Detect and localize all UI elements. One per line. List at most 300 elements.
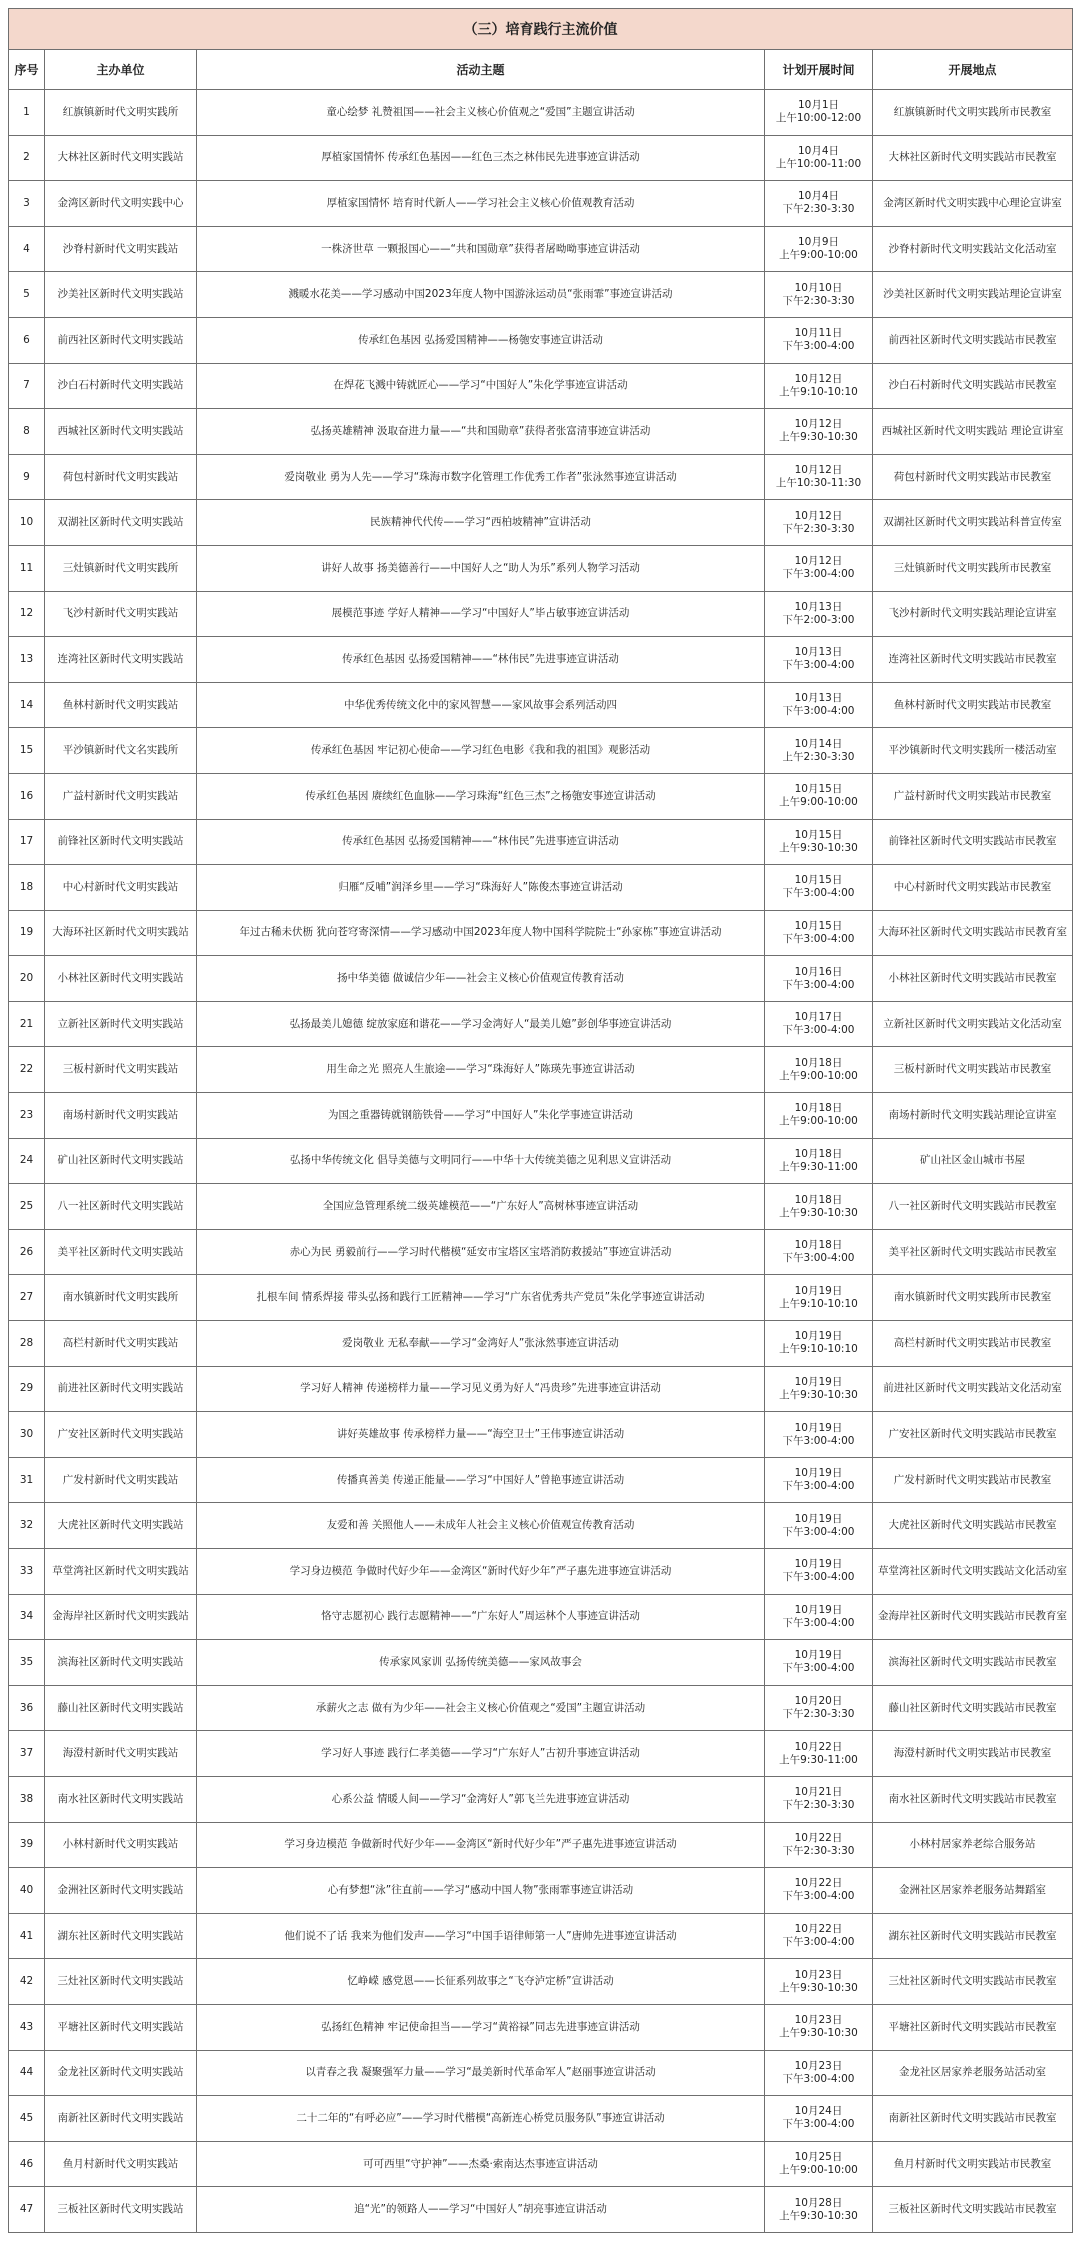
planned-hours: 下午3:00-4:00	[782, 887, 855, 900]
venue: 沙白石村新时代文明实践站市民教室	[873, 363, 1073, 409]
planned-date: 10月18日	[794, 1193, 843, 1206]
planned-hours: 上午9:30-10:30	[779, 431, 858, 444]
row-number: 42	[9, 1959, 45, 2005]
activity-topic: 传承红色基因 牢记初心使命——学习红色电影《我和我的祖国》观影活动	[197, 728, 765, 774]
planned-hours: 上午9:30-10:30	[779, 1981, 858, 1994]
host-unit: 鱼林村新时代文明实践站	[45, 682, 197, 728]
host-unit: 三灶镇新时代文明实践所	[45, 545, 197, 591]
host-unit: 藤山社区新时代文明实践站	[45, 1685, 197, 1731]
venue: 广安社区新时代文明实践站市民教室	[873, 1412, 1073, 1458]
planned-time	[765, 728, 873, 774]
table-row	[9, 1457, 1073, 1503]
row-number: 9	[9, 454, 45, 500]
row-number: 45	[9, 2096, 45, 2142]
planned-date: 10月12日	[794, 372, 843, 385]
planned-hours: 下午3:00-4:00	[782, 1662, 855, 1675]
table-row	[9, 363, 1073, 409]
planned-time	[765, 1366, 873, 1412]
host-unit: 荷包村新时代文明实践站	[45, 454, 197, 500]
table-row	[9, 226, 1073, 272]
activity-table	[8, 8, 1073, 2233]
table-row	[9, 1776, 1073, 1822]
planned-hours: 下午3:00-4:00	[782, 1890, 855, 1903]
planned-hours: 上午9:30-11:00	[779, 1753, 858, 1766]
venue: 矿山社区金山城市书屋	[873, 1138, 1073, 1184]
host-unit: 前进社区新时代文明实践站	[45, 1366, 197, 1412]
host-unit: 三灶社区新时代文明实践站	[45, 1959, 197, 2005]
row-number: 20	[9, 956, 45, 1002]
venue: 沙美社区新时代文明实践站理论宣讲室	[873, 272, 1073, 318]
venue: 荷包村新时代文明实践站市民教室	[873, 454, 1073, 500]
venue: 中心村新时代文明实践站市民教室	[873, 865, 1073, 911]
venue: 鱼月村新时代文明实践站市民教室	[873, 2141, 1073, 2187]
host-unit: 南场村新时代文明实践站	[45, 1093, 197, 1139]
planned-date: 10月12日	[794, 418, 843, 431]
venue: 前西社区新时代文明实践站市民教室	[873, 317, 1073, 363]
host-unit: 金洲社区新时代文明实践站	[45, 1868, 197, 1914]
venue: 滨海社区新时代文明实践站市民教室	[873, 1640, 1073, 1686]
planned-time	[765, 1640, 873, 1686]
host-unit: 广益村新时代文明实践站	[45, 773, 197, 819]
venue: 双湖社区新时代文明实践站科普宣传室	[873, 500, 1073, 546]
planned-hours: 下午3:00-4:00	[782, 1024, 855, 1037]
venue: 三板社区新时代文明实践站市民教室	[873, 2187, 1073, 2233]
planned-date: 10月17日	[794, 1011, 843, 1024]
planned-hours: 上午10:00-11:00	[775, 157, 862, 170]
venue: 平塘社区新时代文明实践站市民教室	[873, 2004, 1073, 2050]
planned-time	[765, 1822, 873, 1868]
planned-time	[765, 637, 873, 683]
activity-topic: 弘扬中华传统文化 倡导美德与文明同行——中华十大传统美德之见利思义宣讲活动	[197, 1138, 765, 1184]
row-number: 34	[9, 1594, 45, 1640]
planned-hours: 上午9:10-10:10	[779, 1297, 858, 1310]
host-unit: 沙美社区新时代文明实践站	[45, 272, 197, 318]
row-number: 15	[9, 728, 45, 774]
row-number: 21	[9, 1001, 45, 1047]
planned-date: 10月23日	[794, 2014, 843, 2027]
planned-time	[765, 956, 873, 1002]
planned-hours: 上午9:30-10:30	[779, 2209, 858, 2222]
row-number: 6	[9, 317, 45, 363]
table-title: （三）培育践行主流价值	[9, 9, 1073, 50]
table-row	[9, 317, 1073, 363]
row-number: 10	[9, 500, 45, 546]
planned-date: 10月13日	[794, 646, 843, 659]
table-row	[9, 1822, 1073, 1868]
host-unit: 三板村新时代文明实践站	[45, 1047, 197, 1093]
table-row	[9, 865, 1073, 911]
row-number: 35	[9, 1640, 45, 1686]
table-row	[9, 1640, 1073, 1686]
header-org: 主办单位	[45, 50, 197, 90]
row-number: 31	[9, 1457, 45, 1503]
planned-time	[765, 226, 873, 272]
host-unit: 飞沙村新时代文明实践站	[45, 591, 197, 637]
venue: 金海岸社区新时代文明实践站市民教育室	[873, 1594, 1073, 1640]
venue: 海澄村新时代文明实践站市民教室	[873, 1731, 1073, 1777]
planned-hours: 上午10:30-11:30	[775, 477, 862, 490]
planned-date: 10月19日	[794, 1649, 843, 1662]
venue: 前锋社区新时代文明实践站市民教室	[873, 819, 1073, 865]
host-unit: 湖东社区新时代文明实践站	[45, 1913, 197, 1959]
activity-topic: 厚植家国情怀 传承红色基因——红色三杰之林伟民先进事迹宣讲活动	[197, 135, 765, 181]
table-row	[9, 1275, 1073, 1321]
activity-topic: 学习好人精神 传递榜样力量——学习见义勇为好人“冯贵珍”先进事迹宣讲活动	[197, 1366, 765, 1412]
activity-topic: 爱岗敬业 勇为人先——学习“珠海市数字化管理工作优秀工作者”张泳然事迹宣讲活动	[197, 454, 765, 500]
planned-time	[765, 865, 873, 911]
venue: 平沙镇新时代文明实践所一楼活动室	[873, 728, 1073, 774]
planned-date: 10月15日	[794, 828, 843, 841]
planned-time	[765, 1001, 873, 1047]
host-unit: 海澄村新时代文明实践站	[45, 1731, 197, 1777]
planned-date: 10月13日	[794, 692, 843, 705]
table-row	[9, 454, 1073, 500]
host-unit: 滨海社区新时代文明实践站	[45, 1640, 197, 1686]
row-number: 12	[9, 591, 45, 637]
venue: 鱼林村新时代文明实践站市民教室	[873, 682, 1073, 728]
planned-date: 10月24日	[794, 2105, 843, 2118]
header-place: 开展地点	[873, 50, 1073, 90]
activity-topic: 学习好人事迹 践行仁孝美德——学习“广东好人”古初升事迹宣讲活动	[197, 1731, 765, 1777]
row-number: 32	[9, 1503, 45, 1549]
planned-time	[765, 1503, 873, 1549]
planned-hours: 下午2:00-3:00	[782, 613, 855, 626]
host-unit: 平沙镇新时代文名实践所	[45, 728, 197, 774]
table-row	[9, 819, 1073, 865]
planned-time	[765, 1184, 873, 1230]
host-unit: 双湖社区新时代文明实践站	[45, 500, 197, 546]
planned-time	[765, 1457, 873, 1503]
venue: 飞沙村新时代文明实践站理论宣讲室	[873, 591, 1073, 637]
planned-date: 10月4日	[797, 144, 840, 157]
venue: 三灶社区新时代文明实践站市民教室	[873, 1959, 1073, 2005]
host-unit: 金龙社区新时代文明实践站	[45, 2050, 197, 2096]
venue: 草堂湾社区新时代文明实践站文化活动室	[873, 1549, 1073, 1595]
activity-topic: 弘扬英雄精神 汲取奋进力量——“共和国勋章”获得者张富清事迹宣讲活动	[197, 409, 765, 455]
table-row	[9, 2004, 1073, 2050]
row-number: 46	[9, 2141, 45, 2187]
planned-time	[765, 2141, 873, 2187]
host-unit: 美平社区新时代文明实践站	[45, 1229, 197, 1275]
planned-time	[765, 910, 873, 956]
activity-topic: 学习身边模范 争做新时代好少年——金湾区“新时代好少年”严子惠先进事迹宣讲活动	[197, 1822, 765, 1868]
row-number: 18	[9, 865, 45, 911]
venue: 八一社区新时代文明实践站市民教室	[873, 1184, 1073, 1230]
activity-topic: 民族精神代代传——学习“西柏坡精神”宣讲活动	[197, 500, 765, 546]
planned-hours: 上午9:30-10:30	[779, 1388, 858, 1401]
planned-date: 10月9日	[797, 236, 840, 249]
row-number: 22	[9, 1047, 45, 1093]
venue: 高栏村新时代文明实践站市民教室	[873, 1321, 1073, 1367]
planned-date: 10月19日	[794, 1330, 843, 1343]
host-unit: 中心村新时代文明实践站	[45, 865, 197, 911]
planned-time	[765, 454, 873, 500]
host-unit: 金海岸社区新时代文明实践站	[45, 1594, 197, 1640]
table-row	[9, 1868, 1073, 1914]
planned-hours: 上午9:30-10:30	[779, 841, 858, 854]
planned-date: 10月20日	[794, 1695, 843, 1708]
table-row	[9, 2050, 1073, 2096]
planned-time	[765, 2096, 873, 2142]
venue: 立新社区新时代文明实践站文化活动室	[873, 1001, 1073, 1047]
planned-hours: 下午2:30-3:30	[782, 203, 855, 216]
planned-time	[765, 1229, 873, 1275]
row-number: 4	[9, 226, 45, 272]
planned-time	[765, 1412, 873, 1458]
planned-time	[765, 2050, 873, 2096]
row-number: 1	[9, 90, 45, 136]
venue: 前进社区新时代文明实践站文化活动室	[873, 1366, 1073, 1412]
activity-topic: 可可西里“守护神”——杰桑·索南达杰事迹宣讲活动	[197, 2141, 765, 2187]
venue: 广益村新时代文明实践站市民教室	[873, 773, 1073, 819]
host-unit: 西城社区新时代文明实践站	[45, 409, 197, 455]
host-unit: 三板社区新时代文明实践站	[45, 2187, 197, 2233]
table-row	[9, 1503, 1073, 1549]
table-row	[9, 1549, 1073, 1595]
planned-date: 10月19日	[794, 1421, 843, 1434]
venue: 大海环社区新时代文明实践站市民教育室	[873, 910, 1073, 956]
row-number: 24	[9, 1138, 45, 1184]
row-number: 33	[9, 1549, 45, 1595]
host-unit: 沙白石村新时代文明实践站	[45, 363, 197, 409]
row-number: 36	[9, 1685, 45, 1731]
planned-date: 10月18日	[794, 1239, 843, 1252]
host-unit: 金湾区新时代文明实践中心	[45, 181, 197, 227]
planned-time	[765, 1959, 873, 2005]
planned-date: 10月19日	[794, 1467, 843, 1480]
host-unit: 南水镇新时代文明实践所	[45, 1275, 197, 1321]
planned-hours: 下午3:00-4:00	[782, 1525, 855, 1538]
planned-hours: 上午9:10-10:10	[779, 385, 858, 398]
host-unit: 八一社区新时代文明实践站	[45, 1184, 197, 1230]
planned-date: 10月1日	[797, 99, 840, 112]
planned-hours: 上午9:00-10:00	[779, 2164, 858, 2177]
table-row	[9, 135, 1073, 181]
venue: 西城社区新时代文明实践站 理论宣讲室	[873, 409, 1073, 455]
venue: 南场村新时代文明实践站理论宣讲室	[873, 1093, 1073, 1139]
planned-date: 10月15日	[794, 919, 843, 932]
row-number: 3	[9, 181, 45, 227]
host-unit: 草堂湾社区新时代文明实践站	[45, 1549, 197, 1595]
planned-time	[765, 1776, 873, 1822]
planned-date: 10月4日	[797, 190, 840, 203]
planned-date: 10月18日	[794, 1056, 843, 1069]
activity-topic: 中华优秀传统文化中的家风智慧——家风故事会系列活动四	[197, 682, 765, 728]
row-number: 44	[9, 2050, 45, 2096]
venue: 小林村居家养老综合服务站	[873, 1822, 1073, 1868]
activity-topic: 用生命之光 照亮人生旅途——学习“珠海好人”陈瑛先事迹宣讲活动	[197, 1047, 765, 1093]
planned-time	[765, 181, 873, 227]
table-row	[9, 1001, 1073, 1047]
row-number: 25	[9, 1184, 45, 1230]
planned-time	[765, 272, 873, 318]
venue: 湖东社区新时代文明实践站市民教室	[873, 1913, 1073, 1959]
planned-date: 10月12日	[794, 555, 843, 568]
planned-date: 10月16日	[794, 965, 843, 978]
planned-date: 10月19日	[794, 1558, 843, 1571]
planned-hours: 下午3:00-4:00	[782, 932, 855, 945]
row-number: 23	[9, 1093, 45, 1139]
venue: 三灶镇新时代文明实践所市民教室	[873, 545, 1073, 591]
planned-time	[765, 1868, 873, 1914]
planned-time	[765, 409, 873, 455]
planned-date: 10月25日	[794, 2151, 843, 2164]
activity-topic: 归雁“反哺”润泽乡里——学习“珠海好人”陈俊杰事迹宣讲活动	[197, 865, 765, 911]
venue: 大虎社区新时代文明实践站市民教室	[873, 1503, 1073, 1549]
table-row	[9, 2141, 1073, 2187]
row-number: 40	[9, 1868, 45, 1914]
host-unit: 鱼月村新时代文明实践站	[45, 2141, 197, 2187]
row-number: 13	[9, 637, 45, 683]
table-row	[9, 591, 1073, 637]
activity-topic: 心系公益 情暖人间——学习“金湾好人”郭飞兰先进事迹宣讲活动	[197, 1776, 765, 1822]
planned-date: 10月22日	[794, 1740, 843, 1753]
planned-date: 10月18日	[794, 1147, 843, 1160]
host-unit: 前西社区新时代文明实践站	[45, 317, 197, 363]
planned-hours: 下午3:00-4:00	[782, 340, 855, 353]
activity-topic: 一株济世草 一颗报国心——“共和国勋章”获得者屠呦呦事迹宣讲活动	[197, 226, 765, 272]
planned-hours: 下午3:00-4:00	[782, 1434, 855, 1447]
table-row	[9, 409, 1073, 455]
activity-topic: 爱岗敬业 无私奉献——学习“金湾好人”张泳然事迹宣讲活动	[197, 1321, 765, 1367]
activity-topic: 传承红色基因 弘扬爱国精神——“林伟民”先进事迹宣讲活动	[197, 819, 765, 865]
planned-date: 10月10日	[794, 281, 843, 294]
planned-date: 10月15日	[794, 783, 843, 796]
planned-date: 10月18日	[794, 1102, 843, 1115]
venue: 广发村新时代文明实践站市民教室	[873, 1457, 1073, 1503]
venue: 大林社区新时代文明实践站市民教室	[873, 135, 1073, 181]
host-unit: 大林社区新时代文明实践站	[45, 135, 197, 181]
planned-hours: 上午9:00-10:00	[779, 796, 858, 809]
venue: 金龙社区居家养老服务站活动室	[873, 2050, 1073, 2096]
row-number: 38	[9, 1776, 45, 1822]
activity-topic: 传播真善美 传递正能量——学习“中国好人”曾艳事迹宣讲活动	[197, 1457, 765, 1503]
planned-hours: 上午9:00-10:00	[779, 1115, 858, 1128]
activity-topic: 承薪火之志 做有为少年——社会主义核心价值观之“爱国”主题宣讲活动	[197, 1685, 765, 1731]
planned-hours: 上午9:30-10:30	[779, 2027, 858, 2040]
venue: 南新社区新时代文明实践站市民教室	[873, 2096, 1073, 2142]
planned-hours: 上午9:00-10:00	[779, 1069, 858, 1082]
planned-hours: 下午2:30-3:30	[782, 294, 855, 307]
row-number: 19	[9, 910, 45, 956]
venue: 金湾区新时代文明实践中心理论宣讲室	[873, 181, 1073, 227]
planned-date: 10月19日	[794, 1603, 843, 1616]
planned-date: 10月19日	[794, 1284, 843, 1297]
planned-hours: 上午2:30-3:30	[782, 750, 855, 763]
planned-time	[765, 2004, 873, 2050]
row-number: 11	[9, 545, 45, 591]
row-number: 5	[9, 272, 45, 318]
row-number: 28	[9, 1321, 45, 1367]
row-number: 2	[9, 135, 45, 181]
planned-time	[765, 773, 873, 819]
planned-date: 10月14日	[794, 737, 843, 750]
planned-hours: 下午3:00-4:00	[782, 978, 855, 991]
planned-hours: 下午3:00-4:00	[782, 568, 855, 581]
table-row	[9, 2187, 1073, 2233]
host-unit: 大海环社区新时代文明实践站	[45, 910, 197, 956]
planned-hours: 下午2:30-3:30	[782, 522, 855, 535]
planned-date: 10月22日	[794, 1831, 843, 1844]
table-row	[9, 90, 1073, 136]
row-number: 47	[9, 2187, 45, 2233]
activity-topic: 追“光”的领路人——学习“中国好人”胡亮事迹宣讲活动	[197, 2187, 765, 2233]
planned-time	[765, 591, 873, 637]
activity-topic: 在焊花飞溅中铸就匠心——学习“中国好人”朱化学事迹宣讲活动	[197, 363, 765, 409]
row-number: 39	[9, 1822, 45, 1868]
activity-topic: 讲好人故事 扬美德善行——中国好人之“助人为乐”系列人物学习活动	[197, 545, 765, 591]
header-topic: 活动主题	[197, 50, 765, 90]
planned-hours: 上午9:30-11:00	[779, 1160, 858, 1173]
planned-hours: 下午3:00-4:00	[782, 2072, 855, 2085]
activity-topic: 以青春之我 凝聚强军力量——学习“最美新时代革命军人”赵丽事迹宣讲活动	[197, 2050, 765, 2096]
planned-hours: 上午9:00-10:00	[779, 249, 858, 262]
planned-date: 10月19日	[794, 1512, 843, 1525]
planned-time	[765, 1321, 873, 1367]
activity-topic: 传承红色基因 弘扬爱国精神——“林伟民”先进事迹宣讲活动	[197, 637, 765, 683]
venue: 南水社区新时代文明实践站市民教室	[873, 1776, 1073, 1822]
planned-hours: 下午3:00-4:00	[782, 705, 855, 718]
table-row	[9, 181, 1073, 227]
planned-time	[765, 1138, 873, 1184]
host-unit: 前锋社区新时代文明实践站	[45, 819, 197, 865]
planned-time	[765, 1275, 873, 1321]
venue: 南水镇新时代文明实践所市民教室	[873, 1275, 1073, 1321]
row-number: 16	[9, 773, 45, 819]
planned-time	[765, 500, 873, 546]
activity-topic: 传承红色基因 弘扬爱国精神——杨匏安事迹宣讲活动	[197, 317, 765, 363]
table-row	[9, 910, 1073, 956]
table-row	[9, 1321, 1073, 1367]
venue: 小林社区新时代文明实践站市民教室	[873, 956, 1073, 1002]
planned-hours: 上午9:30-10:30	[779, 1206, 858, 1219]
planned-time	[765, 545, 873, 591]
planned-date: 10月23日	[794, 2059, 843, 2072]
header-time: 计划开展时间	[765, 50, 873, 90]
host-unit: 广发村新时代文明实践站	[45, 1457, 197, 1503]
planned-time	[765, 1047, 873, 1093]
venue: 金洲社区居家养老服务站舞蹈室	[873, 1868, 1073, 1914]
table-row	[9, 1138, 1073, 1184]
host-unit: 红旗镇新时代文明实践所	[45, 90, 197, 136]
venue: 三板村新时代文明实践站市民教室	[873, 1047, 1073, 1093]
planned-hours: 下午3:00-4:00	[782, 1936, 855, 1949]
activity-topic: 传承红色基因 赓续红色血脉——学习珠海“红色三杰”之杨匏安事迹宣讲活动	[197, 773, 765, 819]
planned-date: 10月19日	[794, 1375, 843, 1388]
table-row	[9, 1184, 1073, 1230]
activity-topic: 展模范事迹 学好人精神——学习“中国好人”毕占敏事迹宣讲活动	[197, 591, 765, 637]
activity-topic: 童心绘梦 礼赞祖国——社会主义核心价值观之“爱国”主题宣讲活动	[197, 90, 765, 136]
activity-topic: 扬中华美德 做诚信少年——社会主义核心价值观宣传教育活动	[197, 956, 765, 1002]
table-row	[9, 1685, 1073, 1731]
planned-time	[765, 363, 873, 409]
activity-topic: 为国之重器铸就钢筋铁骨——学习“中国好人”朱化学事迹宣讲活动	[197, 1093, 765, 1139]
venue: 美平社区新时代文明实践站市民教室	[873, 1229, 1073, 1275]
planned-hours: 下午2:30-3:30	[782, 1844, 855, 1857]
table-row	[9, 1959, 1073, 2005]
row-number: 7	[9, 363, 45, 409]
planned-time	[765, 1913, 873, 1959]
planned-time	[765, 90, 873, 136]
planned-time	[765, 2187, 873, 2233]
activity-topic: 弘扬红色精神 牢记使命担当——学习“黄裕禄”同志先进事迹宣讲活动	[197, 2004, 765, 2050]
host-unit: 大虎社区新时代文明实践站	[45, 1503, 197, 1549]
table-row	[9, 1594, 1073, 1640]
table-row	[9, 1913, 1073, 1959]
venue: 连湾社区新时代文明实践站市民教室	[873, 637, 1073, 683]
table-row	[9, 728, 1073, 774]
row-number: 26	[9, 1229, 45, 1275]
